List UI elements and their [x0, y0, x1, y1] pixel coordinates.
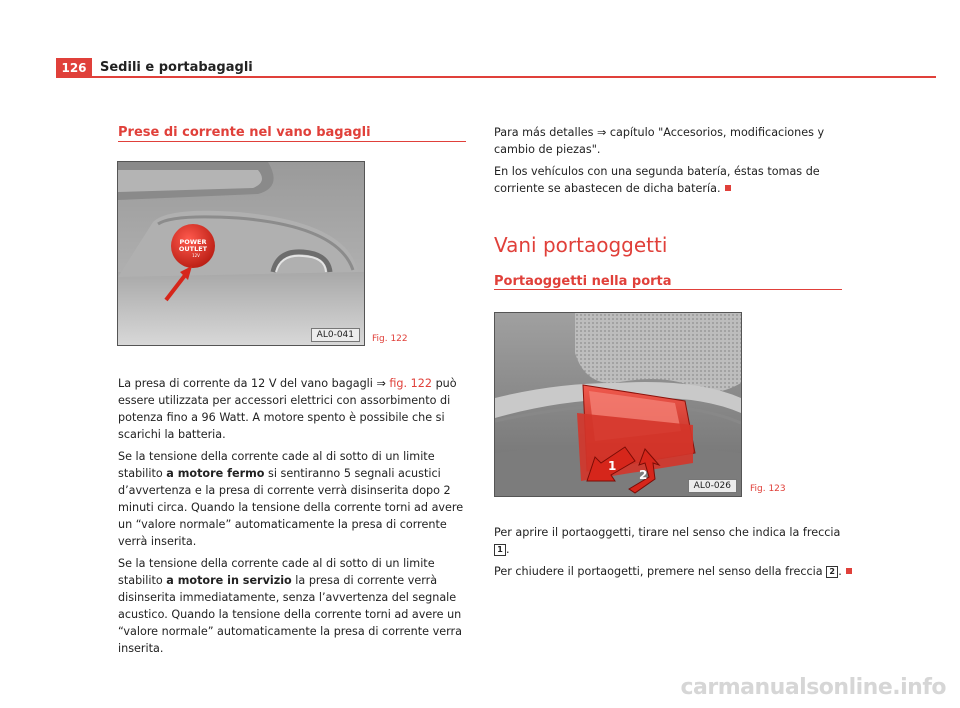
paragraph	[118, 375, 466, 443]
text: Se la tensione della corrente cade al di sotto di un limite stabilito	[118, 450, 435, 480]
figure-code-tag: AL0-026	[688, 479, 737, 493]
paragraph	[494, 163, 842, 197]
text: può essere utilizzata per accessori elettrici con assorbimento di potenza fino a 96 Watt. A motore spento è possibile che si scarichi la batteria.	[118, 377, 457, 441]
right-intro-text	[494, 124, 842, 202]
arrow-2-label: 2	[639, 468, 648, 482]
paragraph	[494, 563, 854, 580]
text: .	[506, 543, 510, 556]
paragraph	[118, 555, 466, 657]
figure-123-label: Fig. 123	[750, 484, 786, 494]
paragraph: Para más detalles ⇒ capítulo "Accesorios, modificaciones y cambio de piezas".	[494, 126, 825, 156]
figure-122-label: Fig. 122	[372, 334, 408, 344]
arrow-1-label: 1	[608, 459, 617, 473]
text: si sentiranno 5 segnali acustici d’avvertenza e la presa di corrente verrà disinserita dopo 2 minuti circa. Quando la tensione della corrente torni ad avere un “valore normale” automaticamente la presa di corrente verrà inserita.	[118, 467, 464, 548]
fig-122-link[interactable]: fig. 122	[389, 377, 433, 390]
keyword: a motore in servizio	[166, 574, 292, 587]
power-outlet-illustration	[118, 162, 364, 345]
section-rule	[494, 289, 842, 290]
text: Per aprire il portaoggetti, tirare nel senso che indica la freccia	[494, 526, 841, 539]
text: Se la tensione della corrente cade al di sotto di un limite stabilito	[118, 557, 435, 587]
text: En los vehículos con una segunda batería, éstas tomas de corriente se abastecen de dicha batería.	[494, 165, 820, 195]
arrow-ref-1: 1	[494, 544, 506, 556]
text: La presa di corrente da 12 V del vano bagagli ⇒	[118, 377, 390, 390]
text: .	[838, 565, 842, 578]
header-title: Sedili e portabagagli	[100, 60, 253, 75]
right-body-text	[494, 524, 854, 585]
section-title-door-pocket: Portaoggetti nella porta	[494, 274, 672, 289]
badge-voltage-text: 12V	[192, 253, 200, 258]
text: la presa di corrente verrà disinserita immediatamente, senza l’avvertenza del segnale acustico. Quando la tensione della corrente torni ad avere un “valore normale” automaticamente la presa di corrente verra inserita.	[118, 574, 462, 655]
figure-122-photo	[117, 161, 365, 346]
figure-123-photo	[494, 312, 742, 497]
header-rule	[92, 76, 936, 78]
badge-outlet-text: OUTLET	[178, 245, 208, 253]
figure-code-tag: AL0-041	[311, 328, 360, 342]
door-pocket-illustration	[495, 313, 741, 496]
end-marker-icon	[725, 185, 731, 191]
section-rule	[118, 141, 466, 142]
badge-power-text: POWER	[179, 238, 207, 246]
left-body-text	[118, 375, 466, 662]
text: Per chiudere il portaogetti, premere nel senso della freccia	[494, 565, 827, 578]
page-number: 126	[56, 58, 92, 78]
keyword: a motore fermo	[166, 467, 265, 480]
arrow-ref-2: 2	[826, 566, 838, 578]
end-marker-icon	[846, 568, 852, 574]
paragraph	[118, 448, 466, 550]
paragraph	[494, 524, 854, 558]
watermark: carmanualsonline.info	[680, 675, 946, 700]
section-title-power-outlet: Prese di corrente nel vano bagagli	[118, 125, 371, 140]
chapter-title: Vani portaoggetti	[494, 233, 668, 257]
